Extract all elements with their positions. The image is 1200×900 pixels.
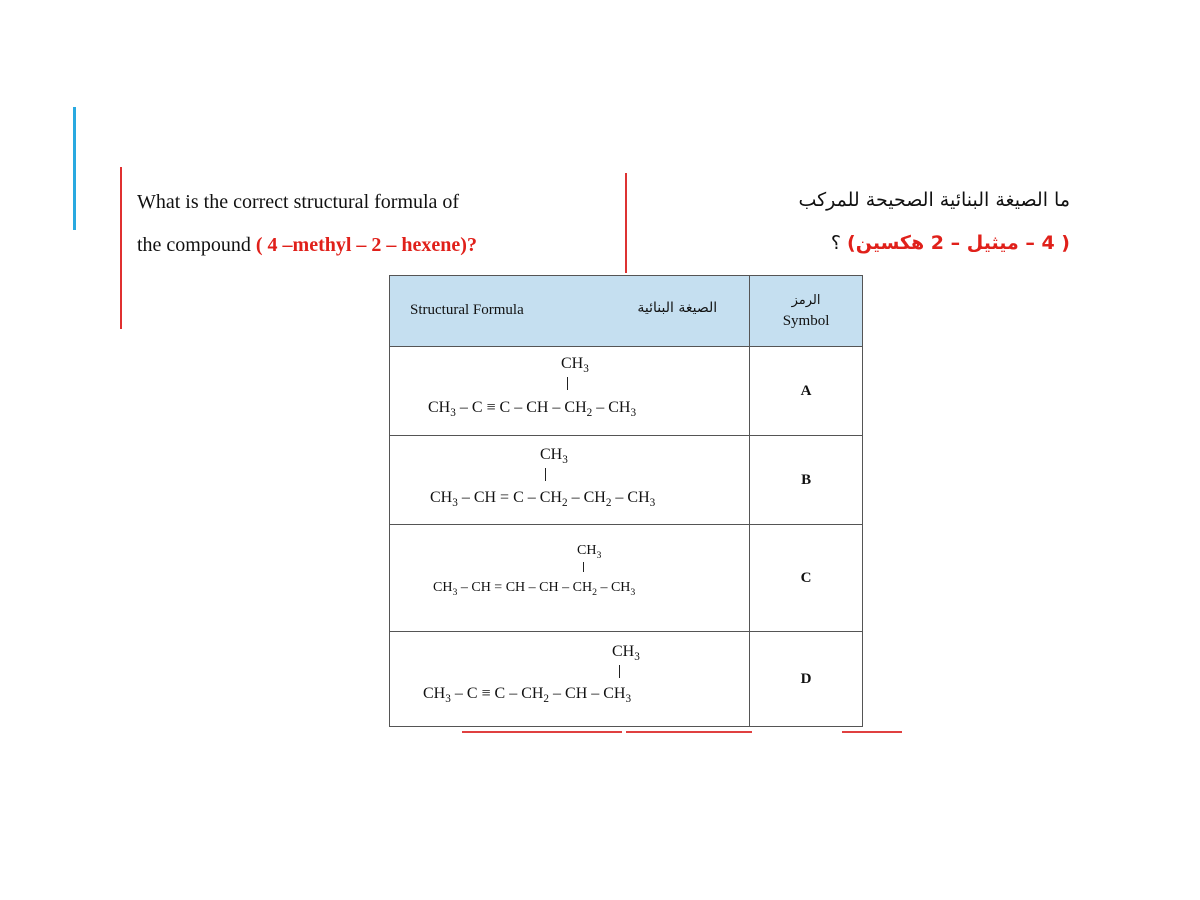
formula-cell <box>390 436 750 525</box>
branch-group: $CH_3$ <box>561 355 589 376</box>
header-symbol-ar: الرمز <box>791 293 821 308</box>
formula-cell <box>390 632 750 727</box>
main-chain: $CH_3 - C \equiv C$ – CH – $CH_2 - CH_3$ <box>428 399 637 420</box>
table-header-row <box>390 276 863 347</box>
formula-cell <box>390 347 750 436</box>
option-symbol: C <box>750 525 863 632</box>
branch-bond <box>619 665 620 678</box>
main-chain: $CH_3$ – CH = CH – CH – $CH_2 - CH_3$ <box>433 580 636 598</box>
main-chain: $CH_3 - C \equiv C - CH_2$ – CH – $CH_3$ <box>423 685 632 706</box>
option-symbol: D <box>750 632 863 727</box>
bottom-line-2 <box>626 731 752 733</box>
question-arabic <box>798 179 1070 265</box>
header-structural-formula-ar: الصيغة البنائية <box>637 300 718 316</box>
branch-bond <box>545 468 546 481</box>
question-ar-suffix: ؟ <box>830 232 848 254</box>
formula-cell <box>390 525 750 632</box>
branch-bond <box>567 377 568 390</box>
question-en-line2 <box>137 224 477 267</box>
branch-bond <box>583 562 584 572</box>
branch-group: $CH_3$ <box>577 543 602 561</box>
center-divider-line <box>625 173 627 273</box>
compound-name-ar: ( 4 – ميثيل – 2 هكسين) <box>847 232 1070 254</box>
table-row <box>390 525 863 632</box>
question-ar-line2 <box>798 222 1070 265</box>
question-en-prefix: the compound <box>137 234 256 256</box>
option-symbol: B <box>750 436 863 525</box>
question-en-line1: What is the correct structural formula of <box>137 191 460 213</box>
main-chain: $CH_3$ – CH = C – $CH_2 - CH_2 - CH_3$ <box>430 489 656 510</box>
table-row <box>390 632 863 727</box>
formula-table <box>389 275 863 727</box>
header-structural-formula <box>390 276 750 347</box>
left-divider-line <box>120 167 122 329</box>
branch-group: $CH_3$ <box>612 643 640 664</box>
bottom-line-3 <box>842 731 902 733</box>
question-ar-line1: ما الصيغة البنائية الصحيحة للمركب <box>798 189 1070 211</box>
table-row <box>390 347 863 436</box>
bottom-line-1 <box>462 731 622 733</box>
accent-bar <box>73 107 76 230</box>
question-english <box>137 181 477 267</box>
header-symbol-en: Symbol <box>782 313 830 329</box>
table-row <box>390 436 863 525</box>
header-structural-formula-en: Structural Formula <box>410 302 524 318</box>
header-symbol <box>750 276 863 347</box>
option-symbol: A <box>750 347 863 436</box>
compound-name-en: ( 4 –methyl – 2 – hexene)? <box>255 234 477 256</box>
branch-group: $CH_3$ <box>540 446 568 467</box>
